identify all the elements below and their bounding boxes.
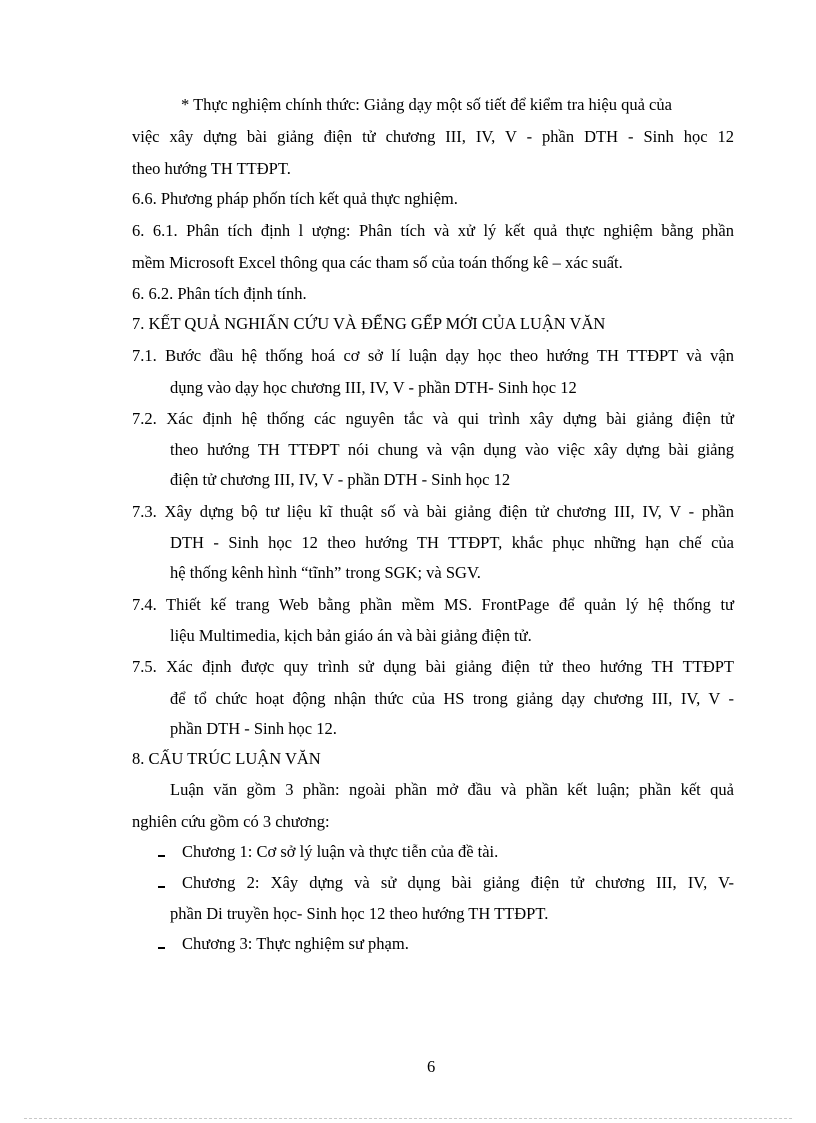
paragraph-line: mềm Microsoft Excel thông qua các tham số của toán thống kê – xác suất. [132, 253, 623, 272]
list-item-line: Chương 3: Thực nghiệm sư phạm. [182, 934, 409, 953]
list-item-line: 7.5. Xác định được quy trình sử dụng bài giảng điện tử theo hướng TH TTĐPT [132, 657, 734, 676]
paragraph-line: nghiên cứu gồm có 3 chương: [132, 812, 330, 831]
list-item-line: 7.4. Thiết kế trang Web bằng phần mềm MS. FrontPage để quản lý hệ thống tư [132, 595, 734, 614]
paragraph-line: theo hướng TH TTĐPT. [132, 159, 291, 178]
dash-bullet-icon [158, 886, 165, 888]
list-item-line: điện tử chương III, IV, V - phần DTH - Sinh học 12 [170, 470, 511, 489]
paragraph-line: việc xây dựng bài giảng điện tử chương III, IV, V - phần DTH - Sinh học 12 [132, 127, 734, 146]
section-heading: 8. CẤU TRÚC LUẬN VĂN [132, 749, 321, 768]
section-heading: 6.6. Phương pháp phốn tích kết quả thực nghiệm. [132, 189, 458, 208]
list-item-line: Chương 2: Xây dựng và sử dụng bài giảng điện tử chương III, IV, V- [182, 873, 734, 892]
list-item-line: theo hướng TH TTĐPT nói chung và vận dụng vào việc xây dựng bài giảng [170, 440, 734, 459]
list-item-line: 7.2. Xác định hệ thống các nguyên tắc và qui trình xây dựng bài giảng điện tử [132, 409, 734, 428]
dash-bullet-icon [158, 855, 165, 857]
list-item-line: Chương 1: Cơ sở lý luận và thực tiễn của đề tài. [182, 842, 499, 861]
list-item-line: để tổ chức hoạt động nhận thức của HS trong giảng dạy chương III, IV, V - [170, 689, 734, 708]
paragraph-line: * Thực nghiệm chính thức: Giảng dạy một số tiết để kiểm tra hiệu quả của [181, 95, 672, 114]
list-item-line: 7.1. Bước đầu hệ thống hoá cơ sở lí luận dạy học theo hướng TH TTĐPT và vận [132, 346, 734, 365]
list-item-line: dụng vào dạy học chương III, IV, V - phần DTH- Sinh học 12 [170, 378, 577, 397]
dash-bullet-icon [158, 947, 165, 949]
list-item-line: hệ thống kênh hình “tĩnh” trong SGK; và SGV. [170, 563, 481, 582]
list-item-line: 7.3. Xây dựng bộ tư liệu kĩ thuật số và bài giảng điện tử chương III, IV, V - phần [132, 502, 734, 521]
list-item-line: phần Di truyền học- Sinh học 12 theo hướng TH TTĐPT. [170, 904, 549, 923]
list-item-line: liệu Multimedia, kịch bản giáo án và bài giảng điện tử. [170, 626, 532, 645]
page-number: 6 [427, 1057, 436, 1076]
paragraph-line: 6. 6.1. Phân tích định l ượng: Phân tích và xử lý kết quả thực nghiệm bằng phần [132, 221, 734, 240]
paragraph-line: Luận văn gồm 3 phần: ngoài phần mở đầu và phần kết luận; phần kết quả [170, 780, 734, 799]
list-item-line: DTH - Sinh học 12 theo hướng TH TTĐPT, khắc phục những hạn chế của [170, 533, 734, 552]
section-heading: 7. KẾT QUẢ NGHIẤN CỨU VÀ ĐỂNG GỂP MỚI CỦA LUẬN VĂN [132, 314, 606, 333]
list-item-line: phần DTH - Sinh học 12. [170, 719, 337, 738]
section-heading: 6. 6.2. Phân tích định tính. [132, 284, 307, 303]
page-bottom-border [24, 1118, 792, 1119]
